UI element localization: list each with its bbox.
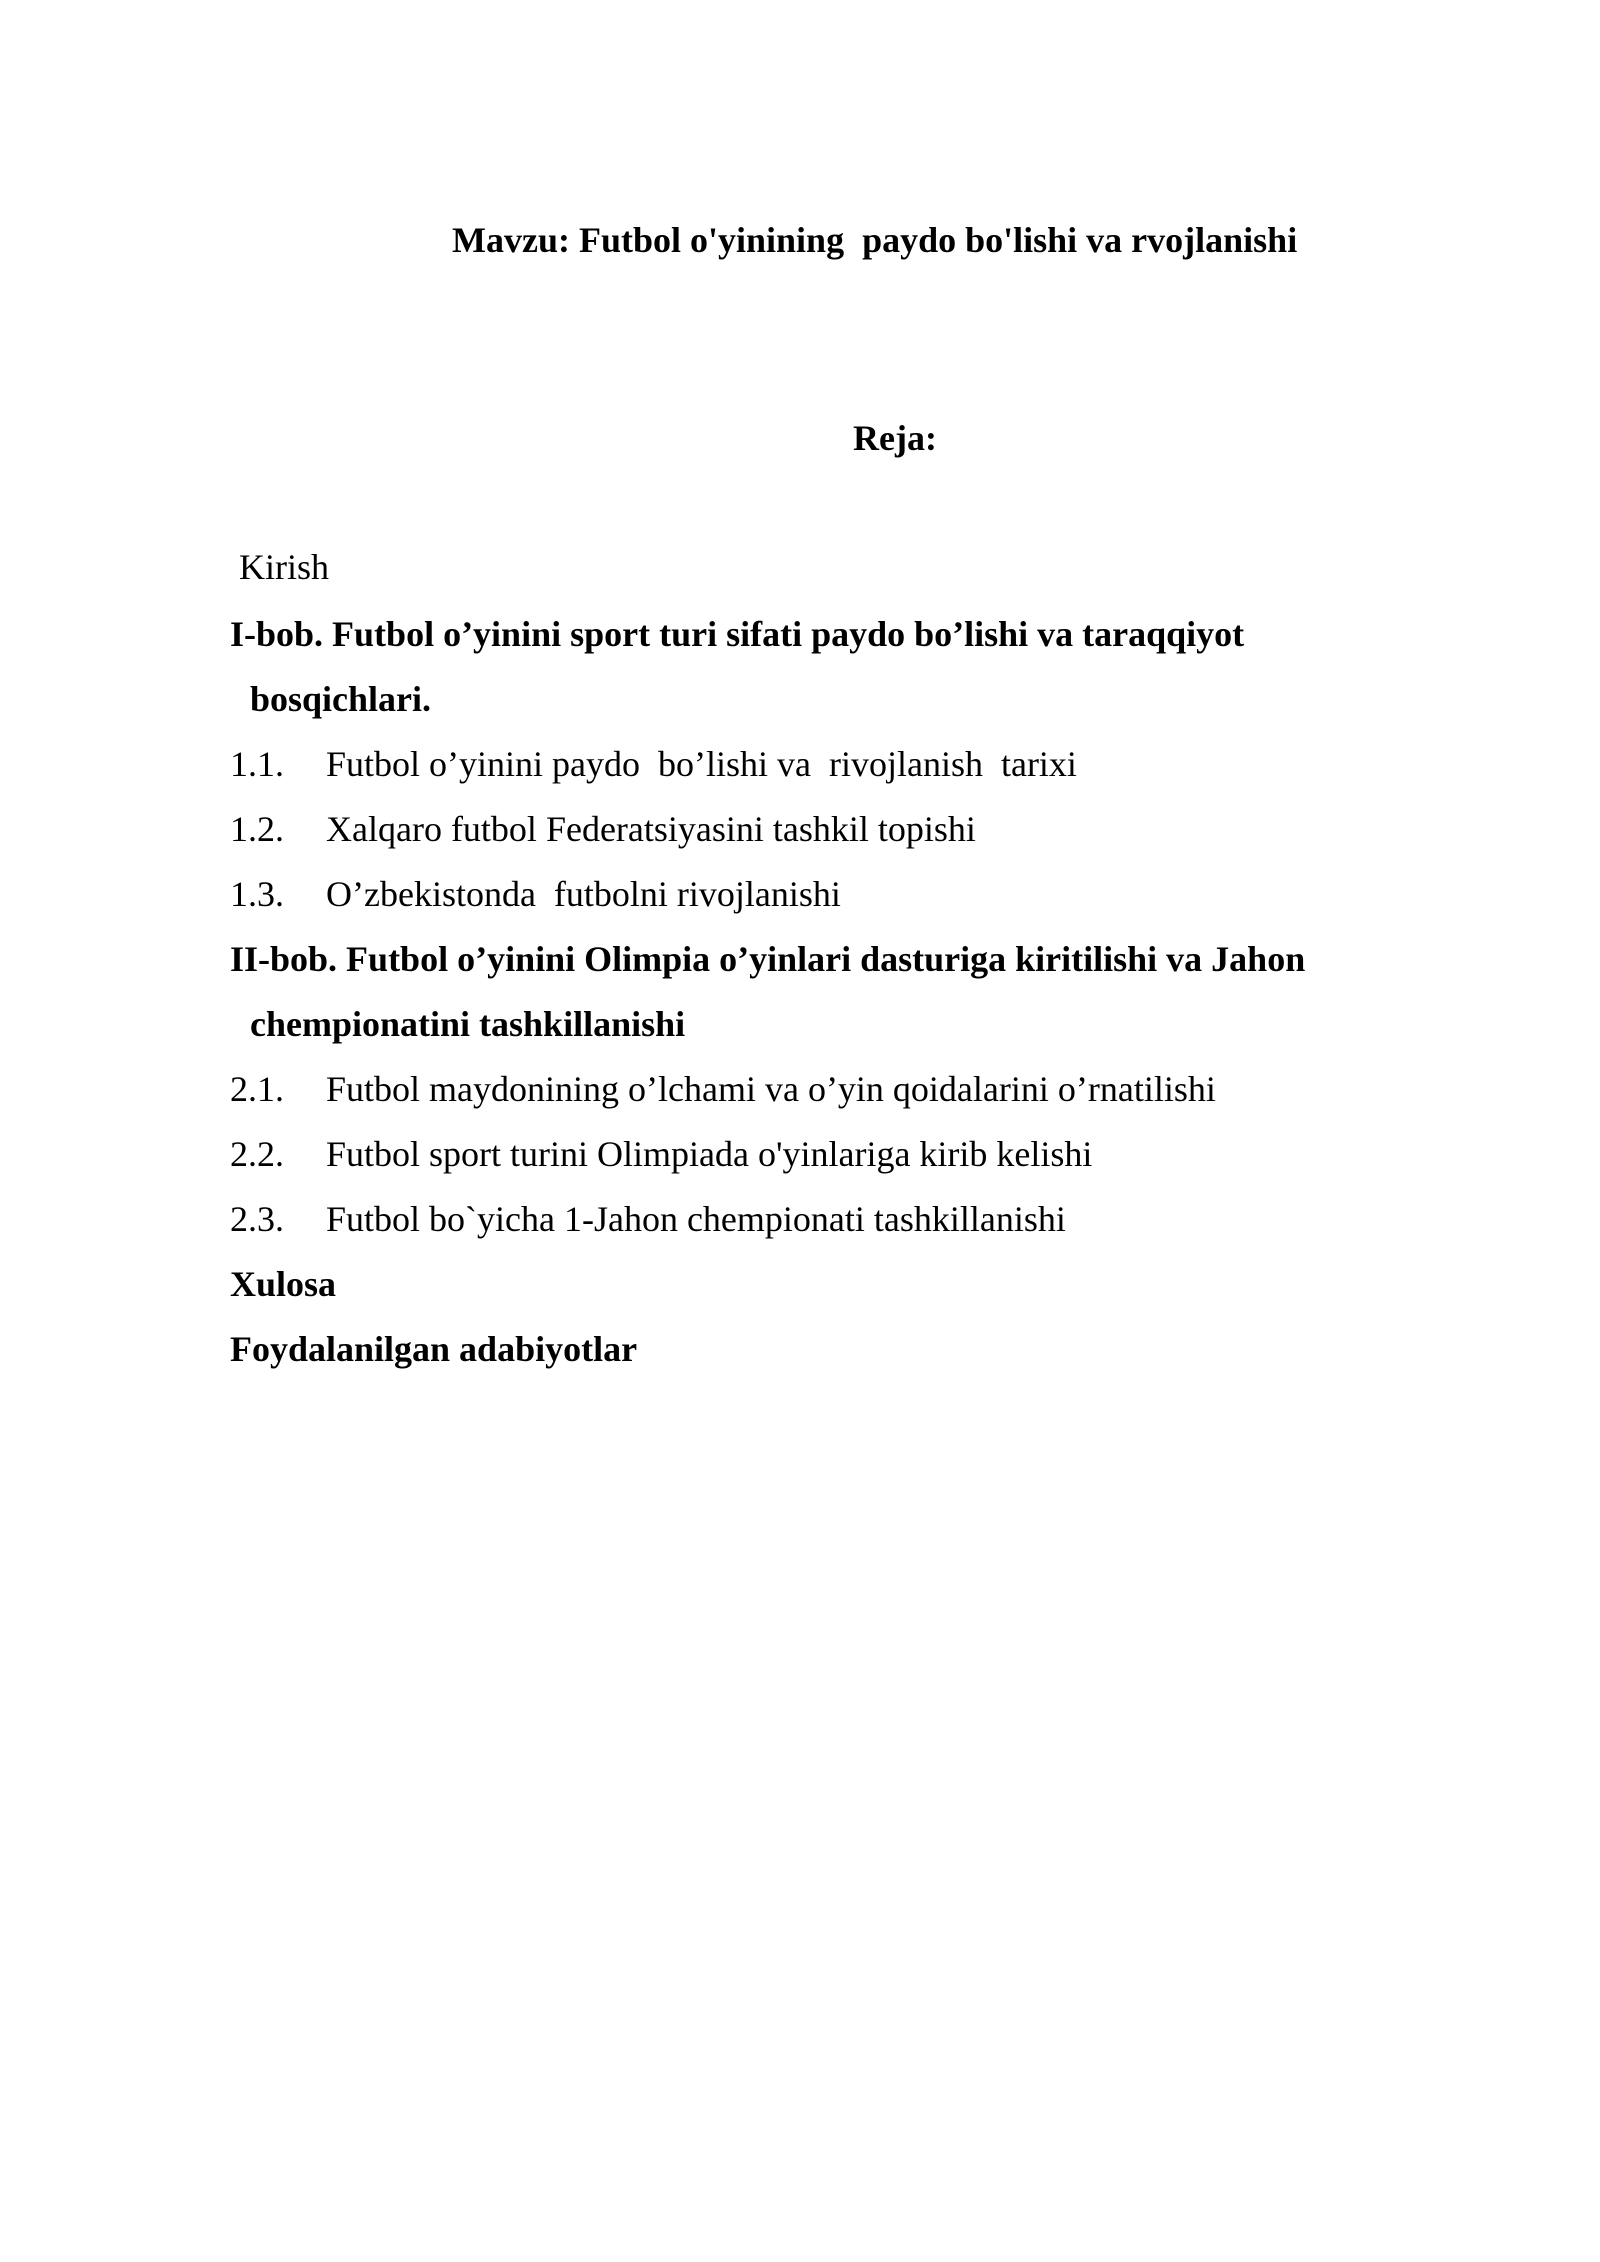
item-number: 1.1. [230, 744, 284, 784]
chapter-1-heading-continued: bosqichlari. [250, 679, 432, 719]
chapter-2-heading: II-bob. Futbol o’yinini Olimpia o’yinlari dasturiga kiritilishi va Jahon [230, 939, 1306, 979]
item-text: Xalqaro futbol Federatsiyasini tashkil topishi [326, 809, 976, 849]
item-number: 1.2. [230, 809, 284, 849]
item-text: Futbol o’yinini paydo bo’lishi va rivojlanish tarixi [326, 744, 1077, 784]
item-number: 2.3. [230, 1199, 284, 1239]
chapter-1-heading: I-bob. Futbol o’yinini sport turi sifati paydo bo’lishi va taraqqiyot [230, 614, 1245, 654]
item-number: 2.2. [230, 1134, 284, 1174]
item-text: Futbol bo`yicha 1-Jahon chempionati tashkillanishi [326, 1199, 1066, 1239]
item-number: 2.1. [230, 1069, 284, 1109]
conclusion-item: Xulosa [230, 1264, 337, 1304]
item-text: O’zbekistonda futbolni rivojlanishi [326, 874, 841, 914]
document-title: Mavzu: Futbol o'yinining paydo bo'lishi va rvojlanishi [452, 220, 1298, 260]
chapter-2-heading-continued: chempionatini tashkillanishi [250, 1004, 686, 1044]
item-text: Futbol maydonining o’lchami va o’yin qoidalarini o’rnatilishi [326, 1069, 1216, 1109]
item-number: 1.3. [230, 874, 284, 914]
intro-item: Kirish [239, 547, 329, 587]
item-text: Futbol sport turini Olimpiada o'yinlariga kirib kelishi [326, 1134, 1093, 1174]
references-item: Foydalanilgan adabiyotlar [230, 1329, 638, 1369]
plan-heading: Reja: [853, 418, 937, 458]
